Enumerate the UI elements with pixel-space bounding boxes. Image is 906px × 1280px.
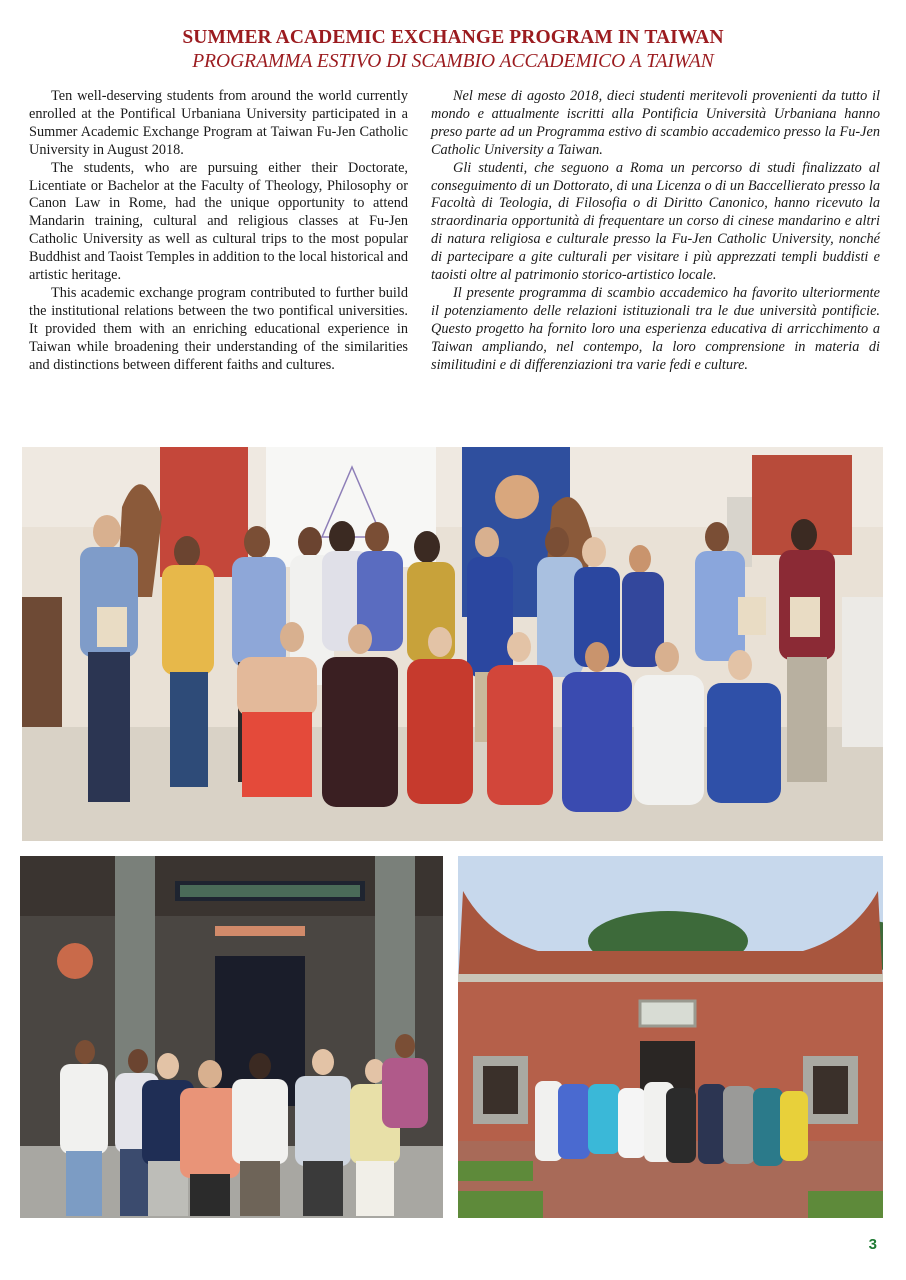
page-number: 3	[868, 1236, 877, 1253]
paragraph: This academic exchange program contributed to further build the institutional relations between the two pontifical universities. It provided them with an enriching educational experience in Taiwan while broadening their understanding of the similarities and distinctions between different faiths and cultures.	[29, 284, 408, 373]
paragraph: Nel mese di agosto 2018, dieci studenti meritevoli provenienti da tutto il mondo e attualmente iscritti alla Pontificia Università Urbaniana hanno preso parte ad un Programma estivo di scambio accademico presso la Fu-Jen Catholic University a Taiwan.	[431, 88, 880, 158]
paragraph: Gli studenti, che seguono a Roma un percorso di studi finalizzato al conseguimento di un Dottorato, di una Licenza o di un Baccellierato presso la Facoltà di Teologia, di Filosofia o di Diritto Canonico, hanno ricevuto la straordinaria opportunità di frequentare un corso di cinese mandarino e altri di natura religiosa e culturale presso la Fu-Jen Catholic University, nonché di partecipare a gite culturali per visitare i più apprezzati templi buddisti e taoisti oltre al patrimonio storico-artistico locale.	[431, 159, 880, 284]
article-english	[29, 88, 408, 375]
photo-group-brick-house	[458, 856, 883, 1218]
paragraph: Il presente programma di scambio accademico ha favorito ulteriormente il potenziamento delle relazioni istituzionali tra le due università pontificie. Questo progetto ha fornito loro una esperienza educativa di arricchimento a Taiwan ampliando, nel contempo, la loro comprensione in materia di similitudini e di differenziazioni tra varie fedi e culture.	[431, 284, 880, 373]
title-italian: PROGRAMMA ESTIVO DI SCAMBIO ACCADEMICO A TAIWAN	[192, 51, 714, 72]
article-title	[0, 26, 906, 74]
photo-group-temple	[20, 856, 443, 1218]
paragraph: Ten well-deserving students from around the world currently enrolled at the Pontifical Urbaniana University participated in a Summer Academic Exchange Program at Taiwan Fu-Jen Catholic University in August 2018.	[29, 88, 408, 158]
photo-group-classroom	[22, 447, 883, 841]
paragraph: The students, who are pursuing either their Doctorate, Licentiate or Bachelor at the Faculty of Theology, Philosophy or Canon Law in Rome, had the unique opportunity to attend Mandarin training, cultural and religious classes at Fu-Jen Catholic University as well as cultural trips to the most popular Buddhist and Taoist Temples in addition to the local historical and artistic heritage.	[29, 159, 408, 284]
title-english: SUMMER ACADEMIC EXCHANGE PROGRAM IN TAIWAN	[182, 27, 724, 48]
article-italian	[431, 88, 880, 375]
